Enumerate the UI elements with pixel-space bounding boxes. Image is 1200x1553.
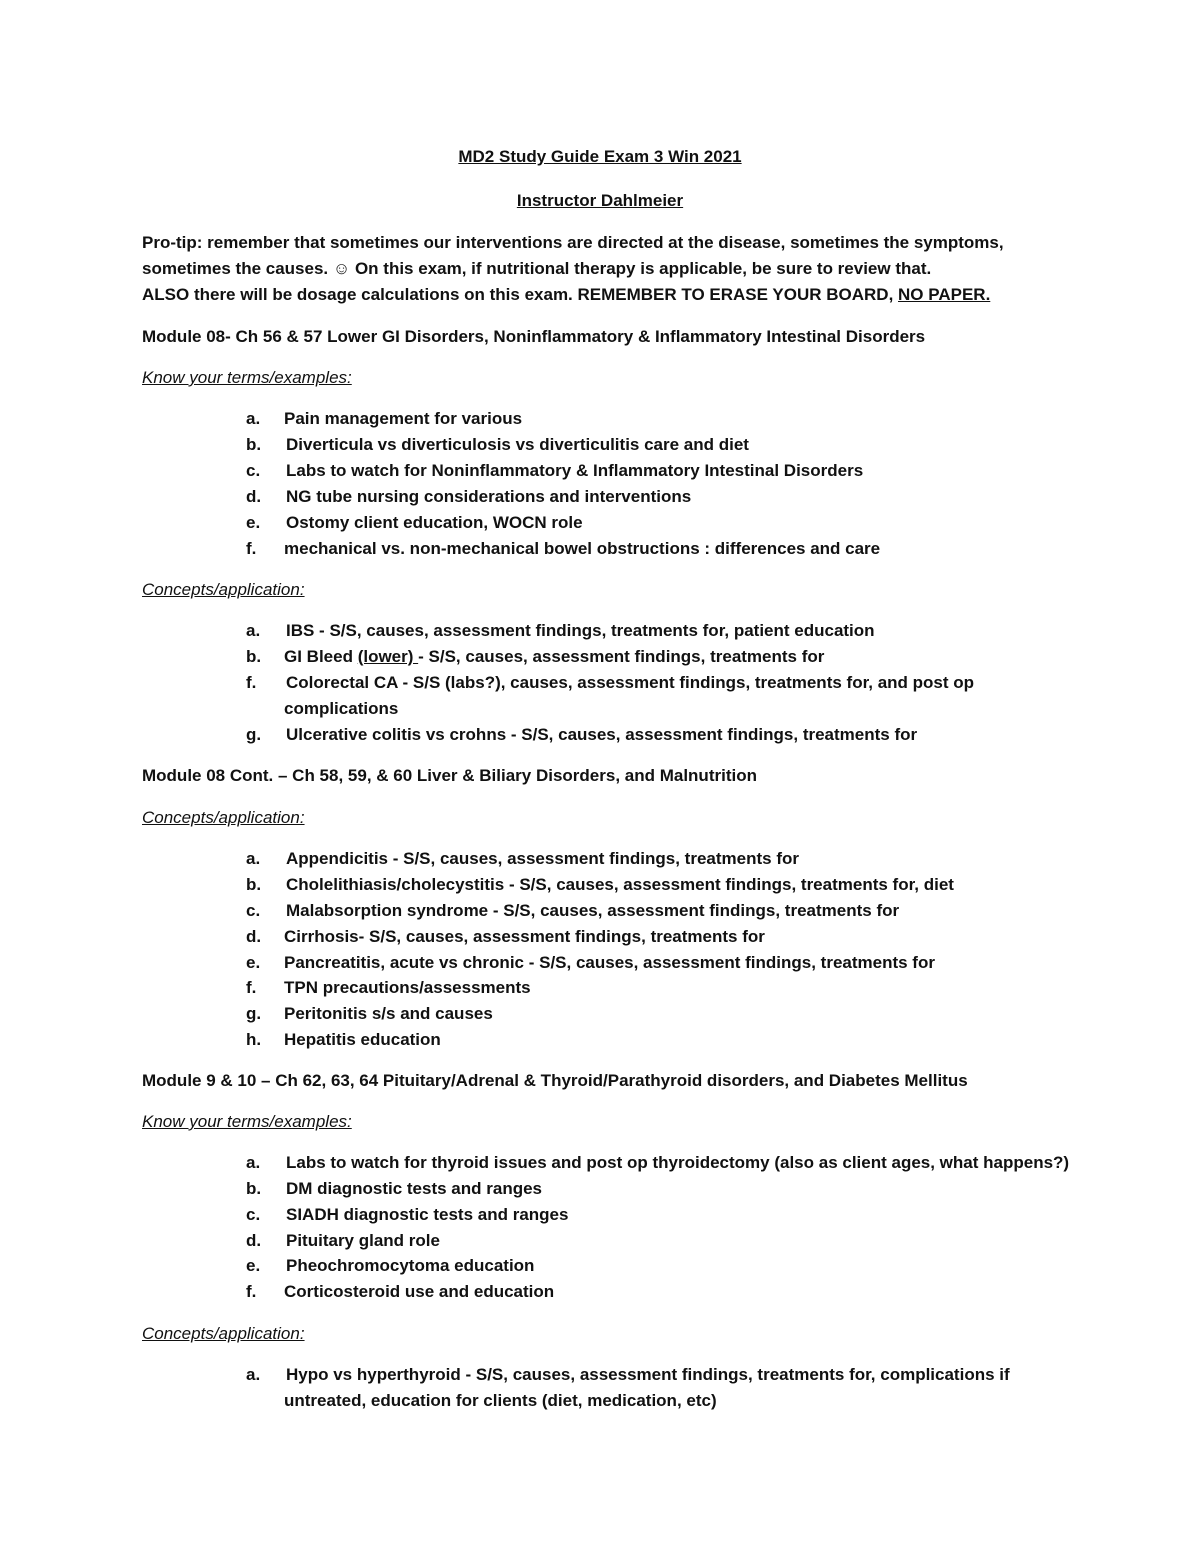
module-08-terms-label: Know your terms/examples: [142, 368, 352, 387]
protip-line-2a: sometimes the causes. [142, 259, 333, 278]
module-08-concepts-label: Concepts/application: [142, 580, 305, 599]
protip-line-3 [142, 284, 990, 306]
protip-line-2 [142, 258, 931, 280]
protip-line-2b: On this exam, if nutritional therapy is applicable, be sure to review that. [350, 259, 932, 278]
module-9-10-terms-label: Know your terms/examples: [142, 1112, 352, 1131]
module-08-heading: Module 08- Ch 56 & 57 Lower GI Disorders, Noninflammatory & Inflammatory Intestinal Disorders [142, 327, 926, 346]
module-9-10-concepts-label: Concepts/application: [142, 1324, 305, 1343]
protip-line-1: Pro-tip: remember that sometimes our interventions are directed at the disease, sometimes the symptoms, [142, 233, 1004, 252]
no-paper-note: NO PAPER. [898, 285, 991, 304]
list-item-continuation: complications [284, 699, 399, 718]
module-9-10-heading: Module 9 & 10 – Ch 62, 63, 64 Pituitary/Adrenal & Thyroid/Parathyroid disorders, and Diabetes Mellitus [142, 1071, 968, 1090]
smiley-icon: ☺ [332, 259, 351, 278]
protip-line-3a: ALSO there will be dosage calculations on this exam. REMEMBER TO ERASE YOUR BOARD, [142, 285, 899, 304]
instructor-name: Instructor Dahlmeier [516, 191, 684, 210]
document-title: MD2 Study Guide Exam 3 Win 2021 [458, 147, 742, 166]
document-page: MD2 Study Guide Exam 3 Win 2021 Instructor Dahlmeier Pro-tip: remember that sometimes our interventions are directed at the disease, sometimes the symptoms, sometimes the causes. ☺ On this exam, if nutritional therapy is applicable, be sure to review that. ALSO there will be dosage calculations on this exam. REMEMBER TO ERASE YOUR BOARD, NO PAPER. Module 08- Ch 56 & 57 Lower GI Disorders, Noninflammatory & Inflammatory Intestinal Disorders Know your terms/examples: a. Pain management for various b. Diverticula vs diverticulosis vs diverticulitis care and diet c. Labs to watch for Noninflammatory & Inflammatory Intestinal Disorders d. NG tube nursing considerations and interventions e. Ostomy client education, WOCN role f. mechanical vs. non-mechanical bowel obstructions : differences and care Concepts/application: a. IBS - S/S, causes, assessment findings, treatments for, patient education b. GI Bleed (lower) - S/S, causes, assessment findings, treatments for f. Colorectal CA - S/S (labs?), causes, assessment findings, treatments for, and post op complications g. Ulcerative colitis vs crohns - S/S, causes, assessment findings, treatments for Module 08 Cont. – Ch 58, 59, & 60 Liver & Biliary Disorders, and Malnutrition Concepts/application: a. Appendicitis - S/S, causes, assessment findings, treatments for b. Cholelithiasis/cholecystitis - S/S, causes, assessment findings, treatments for, diet c. Malabsorption syndrome - S/S, causes, assessment findings, treatments for d. Cirrhosis- S/S, causes, assessment findings, treatments for e. Pancreatitis, acute vs chronic - S/S, causes, assessment findings, treatments for f. TPN precautions/assessments g. Peritonitis s/s and causes h. Hepatitis education Module 9 & 10 – Ch 62, 63, 64 Pituitary/Adrenal & Thyroid/Parathyroid disorders, and Diabetes Mellitus Know your terms/examples: a. Labs to watch for thyroid issues and post op thyroidectomy (also as client ages, what happens?) b. DM diagnostic tests and ranges c. SIADH diagnostic tests and ranges d. Pituitary gland role e. Pheochromocytoma education f. Corticosteroid use and education Concepts/application: a. Hypo vs hyperthyroid - S/S, causes, assessment findings, treatments for, complications if untreated, education for clients (diet, medication, etc) [0, 0, 1200, 1553]
module-08-cont-concepts-label: Concepts/application: [142, 808, 305, 827]
list-item-continuation: untreated, education for clients (diet, medication, etc) [284, 1391, 717, 1410]
module-08-cont-heading: Module 08 Cont. – Ch 58, 59, & 60 Liver & Biliary Disorders, and Malnutrition [142, 766, 757, 785]
